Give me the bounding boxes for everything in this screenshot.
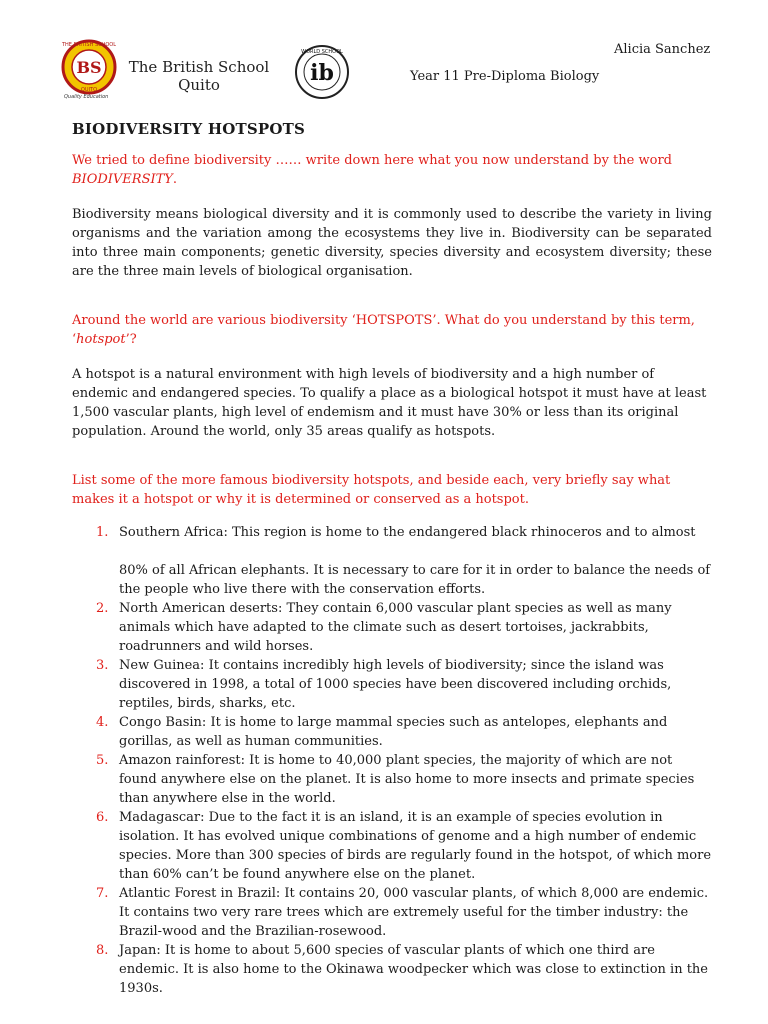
question-2-answer: A hotspot is a natural environment with high levels of biodiversity and a high number of endemic and endangered species. To qualify a place as a biological hotspot it must have at least 1,500 vascular plants, high level of endemism and it must have 30% or less than its original population. Around the world, only 35 areas qualify as hotspots. bbox=[72, 367, 707, 439]
list-item bbox=[72, 941, 712, 998]
question-1-prompt bbox=[72, 151, 712, 189]
question-2-prompt-end: ’? bbox=[125, 332, 137, 347]
worksheet-body bbox=[72, 120, 712, 998]
list-item-text: Congo Basin: It is home to large mammal species such as antelopes, elephants and gorillas, as well as human communities. bbox=[119, 715, 668, 749]
question-1-prompt-text: We tried to define biodiversity …… write down here what you now understand by the word bbox=[72, 153, 672, 168]
list-item bbox=[72, 656, 712, 713]
list-item-text: Atlantic Forest in Brazil: It contains 20, 000 vascular plants, of which 8,000 are endemic. It contains two very rare trees which are extremely useful for the timber industry: the Brazil-wood and the Brazilian-rosewood. bbox=[119, 886, 709, 939]
list-item bbox=[72, 599, 712, 656]
page-title: BIODIVERSITY HOTSPOTS bbox=[72, 120, 306, 138]
question-1-answer: Biodiversity means biological diversity and it is commonly used to describe the variety in living organisms and the variation among the ecosystems they live in. Biodiversity can be separated into three main components; genetic diversity, species diversity and ecosystem diversity; these are the three main levels of biological organisation. bbox=[72, 207, 712, 279]
document-header bbox=[0, 0, 768, 110]
list-item-text: New Guinea: It contains incredibly high levels of biodiversity; since the island was discovered in 1998, a total of 1000 species have been discovered including orchids, reptiles, birds, sharks, etc. bbox=[119, 658, 672, 711]
question-1-prompt-end: . bbox=[172, 172, 178, 187]
list-item-text: North American deserts: They contain 6,000 vascular plant species as well as many animals which have adapted to the climate such as desert tortoises, jackrabbits, roadrunners and wild horses. bbox=[119, 601, 672, 654]
list-item-number: 6. bbox=[96, 810, 109, 825]
list-item-text: Japan: It is home to about 5,600 species of vascular plants of which one third are endemic. It is also home to the Okinawa woodpecker which was close to extinction in the 1930s. bbox=[119, 943, 708, 996]
list-item-text: Madagascar: Due to the fact it is an island, it is an example of species evolution in isolation. It has evolved unique combinations of genome and a high number of endemic species. More than 300 species of birds are regularly found in the hotspot, of which more than 60% can’t be found anywhere else on the planet. bbox=[119, 810, 712, 882]
ib-ring-text: WORLD SCHOOL bbox=[301, 49, 343, 55]
question-2-prompt-emphasis: hotspot bbox=[76, 332, 126, 347]
svg-text:QUITO: QUITO bbox=[80, 87, 98, 93]
school-name-line2: Quito bbox=[178, 76, 220, 94]
hotspot-list bbox=[72, 523, 712, 998]
ib-label: ib bbox=[310, 60, 334, 86]
list-item-number: 7. bbox=[96, 886, 109, 901]
school-name-line1: The British School bbox=[128, 58, 270, 76]
list-item-number: 1. bbox=[96, 525, 109, 540]
list-item-number: 3. bbox=[96, 658, 109, 673]
list-item bbox=[72, 884, 712, 941]
school-logo bbox=[58, 38, 278, 102]
school-crest-icon bbox=[58, 38, 120, 100]
question-1-prompt-emphasis: BIODIVERSITY bbox=[72, 172, 173, 187]
question-3-prompt: List some of the more famous biodiversity hotspots, and beside each, very briefly say what makes it a hotspot or why it is determined or conserved as a hotspot. bbox=[72, 473, 671, 507]
ib-logo-icon bbox=[292, 44, 352, 100]
list-item-number: 8. bbox=[96, 943, 109, 958]
ib-world-school-logo bbox=[292, 44, 352, 100]
question-2-prompt bbox=[72, 311, 712, 349]
question-2-prompt-text: Around the world are various biodiversity ‘HOTSPOTS’. What do you understand by this term, ‘ bbox=[72, 313, 695, 347]
list-item-number: 4. bbox=[96, 715, 109, 730]
school-name bbox=[124, 58, 274, 94]
list-item-number: 5. bbox=[96, 753, 109, 768]
list-item-text: Amazon rainforest: It is home to 40,000 plant species, the majority of which are not found anywhere else on the planet. It is also home to more insects and primate species than anywhere else in the world. bbox=[119, 753, 695, 806]
list-item bbox=[72, 808, 712, 884]
crest-tagline: Quality Education bbox=[64, 94, 109, 100]
author-name: Alicia Sanchez bbox=[614, 42, 711, 57]
list-item-text-continued: 80% of all African elephants. It is necessary to care for it in order to balance the needs of the people who live there with the conservation efforts. bbox=[119, 563, 711, 597]
list-item bbox=[72, 523, 712, 599]
list-item-text: Southern Africa: This region is home to the endangered black rhinoceros and to almost bbox=[119, 525, 696, 540]
list-item-number: 2. bbox=[96, 601, 109, 616]
list-item bbox=[72, 751, 712, 808]
course-name: Year 11 Pre-Diploma Biology bbox=[410, 69, 600, 84]
list-item bbox=[72, 713, 712, 751]
svg-text:THE BRITISH SCHOOL: THE BRITISH SCHOOL bbox=[61, 42, 117, 48]
svg-text:BS: BS bbox=[76, 58, 102, 77]
